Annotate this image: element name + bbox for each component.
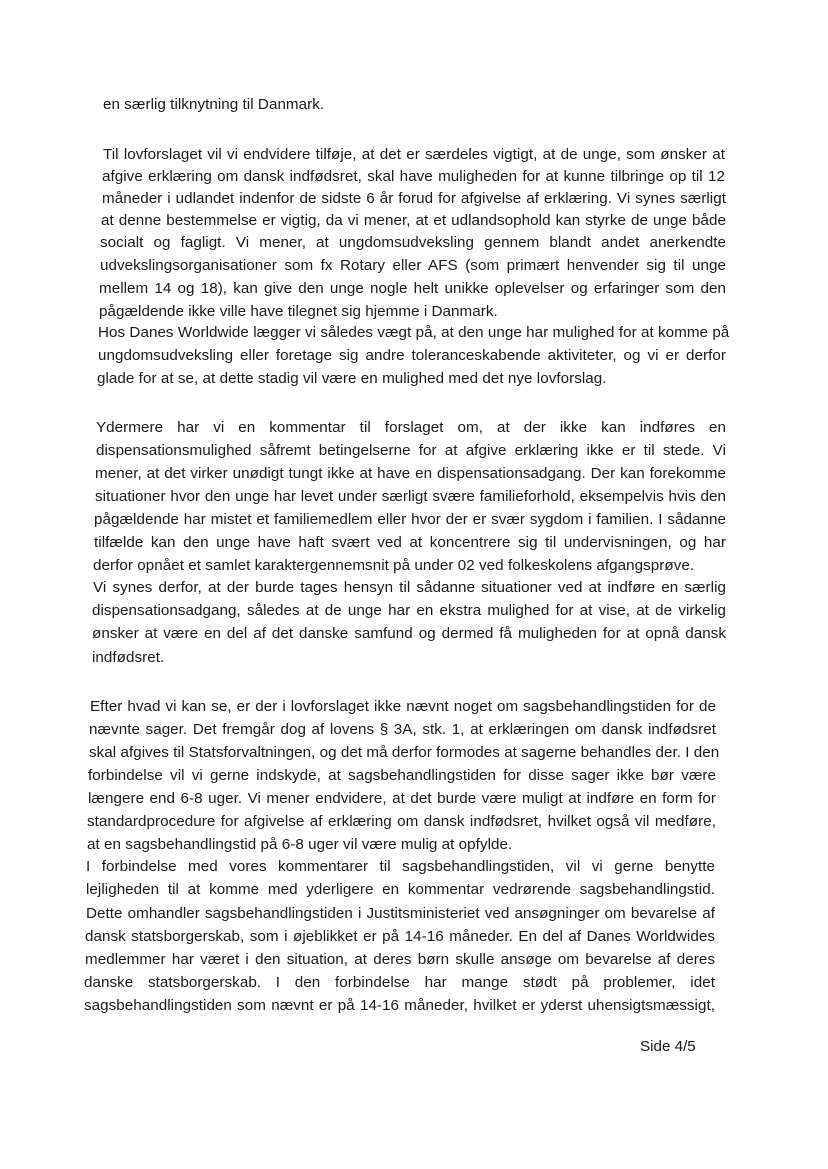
- text-line: pågældende har mistet et familiemedlem eller hvor der er svær sygdom i familien. I sådanne: [94, 511, 726, 528]
- text-line: I forbindelse med vores kommentarer til sagsbehandlingstiden, vil vi gerne benytte: [86, 858, 715, 875]
- text-line: dansk statsborgerskab, som i øjeblikket er på 14-16 måneder. En del af Danes Worldwides: [85, 928, 715, 945]
- text-line: tilfælde kan den unge have haft svært ved at koncentrere sig til undervisningen, og har: [94, 534, 726, 551]
- text-line: skal afgives til Statsforvaltningen, og det må derfor formodes at sagerne behandles der. I den: [89, 744, 720, 761]
- text-line: nævnte sager. Det fremgår dog af lovens § 3A, stk. 1, at erklæringen om dansk indfødsret: [89, 721, 716, 738]
- text-line: afgive erklæring om dansk indfødsret, skal have muligheden for at kunne tilbringe op til 12: [102, 168, 725, 185]
- text-line: derfor opnået et samlet karaktergennemsnit på under 02 ved folkeskolens afgangsprøve.: [93, 557, 695, 574]
- text-line: glade for at se, at dette stadig vil være en mulighed med det nye lovforslag.: [97, 370, 607, 387]
- text-line: at en sagsbehandlingstid på 6-8 uger vil være mulig at opfylde.: [87, 836, 513, 853]
- text-line: Vi synes derfor, at der burde tages hensyn til sådanne situationer ved at indføre en særlig: [93, 579, 726, 596]
- text-line: situationer hvor den unge har levet under særligt svære familieforhold, eksempelvis hvis den: [95, 488, 726, 505]
- text-line: standardprocedure for afgivelse af erklæring om dansk indfødsret, hvilket også vil medføre,: [87, 813, 716, 830]
- text-line: Ydermere har vi en kommentar til forslaget om, at der ikke kan indføres en: [96, 419, 726, 436]
- text-line: pågældende ikke ville have tilegnet sig hjemme i Danmark.: [99, 303, 498, 320]
- text-line: udvekslingsorganisationer som fx Rotary eller AFS (som primært henvender sig til unge: [100, 257, 726, 274]
- text-line: ønsker at være en del af det danske samfund og dermed få muligheden for at opnå dansk: [92, 625, 726, 642]
- text-line: danske statsborgerskab. I den forbindelse har mange stødt på problemer, idet: [84, 974, 715, 991]
- text-line: ungdomsudveksling eller foretage sig andre toleranceskabende aktiviteter, og vi er derfor: [98, 347, 726, 364]
- text-line: forbindelse vil vi gerne indskyde, at sagsbehandlingstiden for disse sager ikke bør være: [88, 767, 716, 784]
- text-line: at denne bestemmelse er vigtig, da vi mener, at et udlandsophold kan styrke de unge både: [101, 212, 726, 229]
- text-line: lejligheden til at komme med yderligere en kommentar vedrørende sagsbehandlingstid.: [86, 881, 715, 898]
- text-line: sagsbehandlingstiden som nævnt er på 14-16 måneder, hvilket er yderst uhensigtsmæssigt,: [84, 997, 715, 1014]
- text-line: mellem 14 og 18), kan give den unge nogle helt unikke oplevelser og erfaringer som den: [99, 280, 726, 297]
- text-line: Dette omhandler sagsbehandlingstiden i Justitsministeriet ved ansøgninger om bevarelse af: [86, 905, 715, 922]
- page-number: Side 4/5: [640, 1038, 696, 1055]
- text-line: socialt og fagligt. Vi mener, at ungdomsudveksling gennem blandt andet anerkendte: [100, 234, 726, 251]
- text-line: indfødsret.: [92, 649, 165, 666]
- text-line: Efter hvad vi kan se, er der i lovforslaget ikke nævnt noget om sagsbehandlingstiden for de: [90, 698, 716, 715]
- text-line: længere end 6-8 uger. Vi mener endvidere, at det burde være muligt at indføre en form for: [88, 790, 716, 807]
- text-line: Hos Danes Worldwide lægger vi således vægt på, at den unge har mulighed for at komme på: [98, 324, 730, 341]
- text-line: Til lovforslaget vil vi endvidere tilføje, at det er særdeles vigtigt, at de unge, som ønsker at: [103, 146, 725, 163]
- text-line: dispensationsmulighed såfremt betingelserne for at afgive erklæring ikke er til stede. Vi: [96, 442, 726, 459]
- text-line: måneder i udlandet indenfor de sidste 6 år forud for afgivelse af erklæring. Vi synes særligt: [102, 190, 726, 207]
- text-line: mener, at det virker unødigt tungt ikke at have en dispensationsadgang. Der kan forekomme: [95, 465, 726, 482]
- text-line: en særlig tilknytning til Danmark.: [103, 96, 325, 113]
- text-line: medlemmer har været i den situation, at deres børn skulle ansøge om bevarelse af deres: [85, 951, 715, 968]
- text-line: dispensationsadgang, således at de unge har en ekstra mulighed for at vise, at de virkelig: [92, 602, 726, 619]
